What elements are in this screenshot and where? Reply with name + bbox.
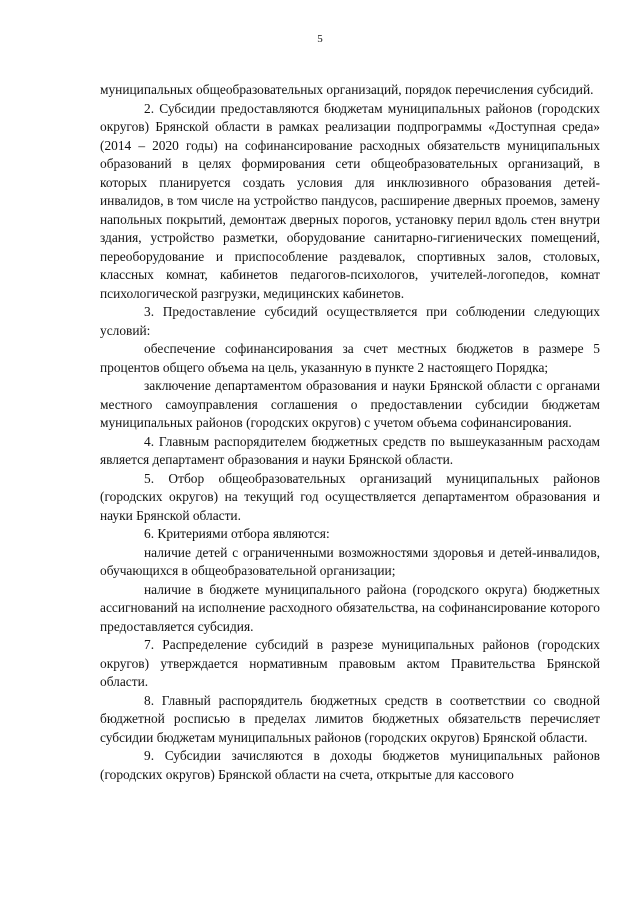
page-number: 5: [317, 33, 323, 45]
paragraph-item-5: 5. Отбор общеобразовательных организаций муниципальных районов (городских округов) на текущий год осуществляется департаментом образования и науки Брянской области.: [100, 470, 600, 523]
paragraph-item-8: 8. Главный распорядитель бюджетных средств в соответствии со сводной бюджетной росписью в пределах лимитов бюджетных обязательств перечисляет субсидии бюджетам муниципальных районов (городских округов) Брянской области.: [100, 692, 600, 745]
document-body: [100, 81, 600, 784]
paragraph-criterion-2: наличие в бюджете муниципального района (городского округа) бюджетных ассигнований на исполнение расходного обязательства, на софинансирование которого предоставляется субсидия.: [100, 581, 600, 634]
paragraph-condition-2: заключение департаментом образования и науки Брянской области с органами местного самоуправления соглашения о предоставлении субсидии бюджетам муниципальных районов (городских округов) с учетом объема софинансирования.: [100, 378, 600, 430]
paragraph-continuation: муниципальных общеобразовательных организаций, порядок перечисления субсидий.: [100, 82, 594, 97]
paragraph-item-3: 3. Предоставление субсидий осуществляется при соблюдении следующих условий:: [100, 304, 600, 338]
paragraph-item-2: 2. Субсидии предоставляются бюджетам муниципальных районов (городских округов) Брянской области в рамках реализации подпрограммы «Доступная среда» (2014 – 2020 годы) на софинансирование расходных обязательств муниципальных образований в целях формирования сети общеобразовательных организаций, в которых планируется создать условия для инклюзивного образования детей-инвалидов, в том числе на устройство пандусов, расширение дверных проемов, замену напольных покрытий, демонтаж дверных порогов, установку перил вдоль стен внутри здания, устройство разметки, оборудование санитарно-гигиенических помещений, переоборудование и приспособление раздевалок, спортивных залов, столовых, классных комнат, кабинетов педагогов-психологов, учителей-логопедов, комнат психологической разгрузки, медицинских кабинетов.: [100, 100, 600, 301]
paragraph-item-9: 9. Субсидии зачисляются в доходы бюджетов муниципальных районов (городских округов) Брянской области на счета, открытые для кассового: [100, 748, 600, 782]
paragraph-item-6: 6. Критериями отбора являются:: [144, 526, 330, 541]
paragraph-condition-1: обеспечение софинансирования за счет местных бюджетов в размере 5 процентов общего объема на цель, указанную в пункте 2 настоящего Порядка;: [100, 341, 600, 375]
paragraph-criterion-1: наличие детей с ограниченными возможностями здоровья и детей-инвалидов, обучающихся в общеобразовательной организации;: [100, 544, 600, 578]
paragraph-item-7: 7. Распределение субсидий в разрезе муниципальных районов (городских округов) утверждается нормативным правовым актом Правительства Брянской области.: [100, 637, 600, 689]
paragraph-item-4: 4. Главным распорядителем бюджетных средств по вышеуказанным расходам является департамент образования и науки Брянской области.: [100, 433, 600, 467]
